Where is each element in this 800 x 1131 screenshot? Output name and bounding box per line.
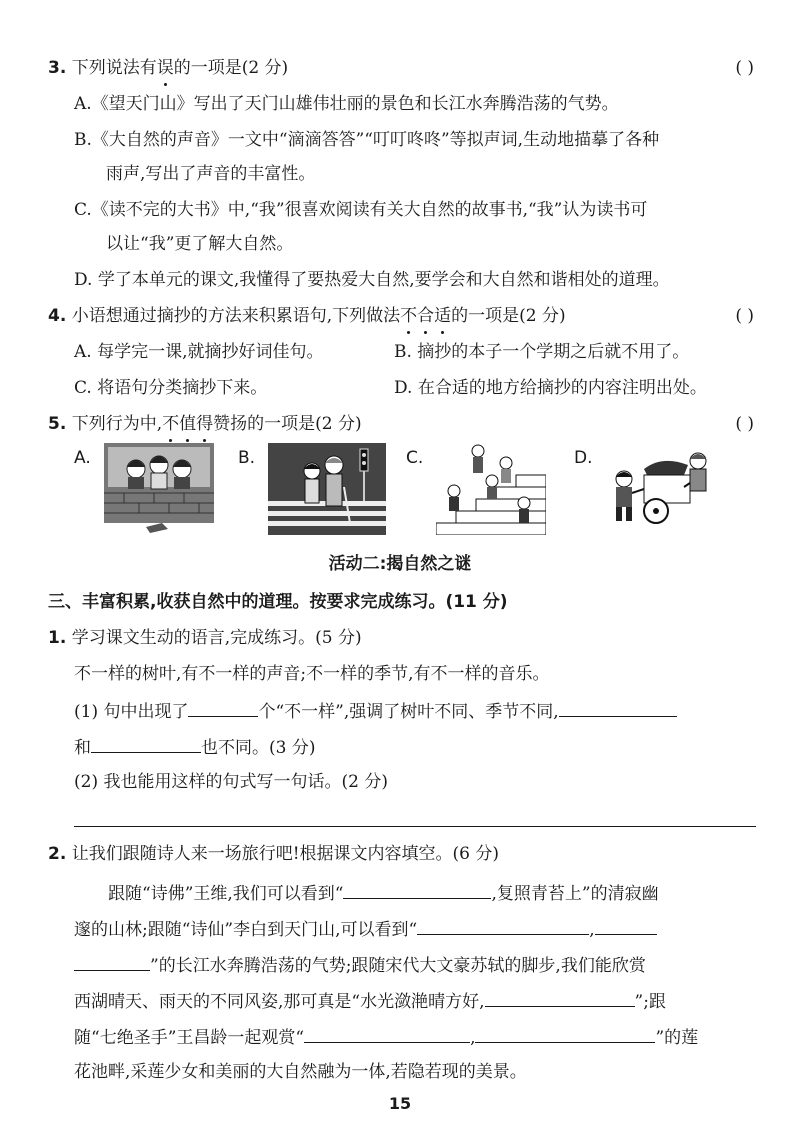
answer-blank[interactable] xyxy=(188,698,258,717)
answer-blank[interactable] xyxy=(343,880,491,899)
s3-q1-number: 1. xyxy=(48,628,67,648)
q4-answer-paren[interactable]: ( ) xyxy=(735,306,754,326)
s3-q1-part2: (2) 我也能用这样的句式写一句话。(2 分) xyxy=(74,772,388,792)
s3-q2-line4: 西湖晴天、雨天的不同风姿,那可真是“水光潋滟晴方好, ”;跟 xyxy=(74,988,666,1014)
q3-option-d: D. 学了本单元的课文,我懂得了要热爱大自然,要学会和大自然和谐相处的道理。 xyxy=(74,270,670,290)
s3-q1-sentence: 不一样的树叶,有不一样的声音;不一样的季节,有不一样的音乐。 xyxy=(74,664,550,684)
q4-option-d: D. 在合适的地方给摘抄的内容注明出处。 xyxy=(394,378,707,398)
q4-option-b: B. 摘抄的本子一个学期之后就不用了。 xyxy=(394,342,690,362)
q4-number: 4. xyxy=(48,306,67,326)
s3-q2-line5: 随“七绝圣手”王昌龄一起观赏“ , ”的莲 xyxy=(74,1024,698,1050)
emphasis-dot: 误 xyxy=(156,58,174,78)
page-number: 15 xyxy=(388,1094,412,1113)
q3-option-a: A.《望天门山》写出了天门山雄伟壮丽的景色和长江水奔腾浩荡的气势。 xyxy=(74,94,619,114)
q5-stem: 5. 下列行为中,不值得赞扬的一项是(2 分) xyxy=(48,414,362,434)
q3-stem: 3. 下列说法有误的一项是(2 分) xyxy=(48,58,289,78)
picture-d-pushing-cart[interactable] xyxy=(604,443,712,535)
picture-b-crosswalk[interactable] xyxy=(268,443,386,535)
s3-q2-stem: 2. 让我们跟随诗人来一场旅行吧!根据课文内容填空。(6 分) xyxy=(48,844,500,864)
s3-q2-line3: ”的长江水奔腾浩荡的气势;跟随宋代大文豪苏轼的脚步,我们能欣赏 xyxy=(74,952,646,978)
q3-option-b: B.《大自然的声音》一文中“滴滴答答”“叮叮咚咚”等拟声词,生动地描摹了各种 xyxy=(74,130,660,150)
s3-q2-line1: 跟随“诗佛”王维,我们可以看到“ ,复照青苔上”的清寂幽 xyxy=(108,880,659,906)
q3-option-b-cont: 雨声,写出了声音的丰富性。 xyxy=(106,164,316,184)
q5-number: 5. xyxy=(48,414,67,434)
answer-blank[interactable] xyxy=(74,952,150,971)
q3-option-c-cont: 以让“我”更了解大自然。 xyxy=(106,234,294,254)
answer-blank[interactable] xyxy=(485,988,635,1007)
s3-q1-part1: (1) 句中出现了 个“不一样”,强调了树叶不同、季节不同, xyxy=(74,698,677,724)
q5-label-b: B. xyxy=(238,448,256,468)
s3-q1-part1-cont: 和 也不同。(3 分) xyxy=(74,734,315,760)
answer-blank[interactable] xyxy=(91,734,201,753)
answer-blank[interactable] xyxy=(417,916,589,935)
s3-q1-stem: 1. 学习课文生动的语言,完成练习。(5 分) xyxy=(48,628,362,648)
q3-number: 3. xyxy=(48,58,67,78)
q3-option-c: C.《读不完的大书》中,“我”很喜欢阅读有关大自然的故事书,“我”认为读书可 xyxy=(74,200,648,220)
answer-blank[interactable] xyxy=(475,1024,655,1043)
writing-line[interactable] xyxy=(74,826,756,827)
q4-stem: 4. 小语想通过摘抄的方法来积累语句,下列做法不合适的一项是(2 分) xyxy=(48,306,566,326)
picture-c-stairs[interactable] xyxy=(436,443,546,535)
activity-title: 活动二:揭自然之谜 xyxy=(328,554,472,574)
picture-a-kids-at-wall[interactable] xyxy=(104,443,214,535)
answer-blank[interactable] xyxy=(595,916,657,935)
q4-option-c: C. 将语句分类摘抄下来。 xyxy=(74,378,268,398)
q5-answer-paren[interactable]: ( ) xyxy=(735,414,754,434)
q5-label-c: C. xyxy=(406,448,424,468)
s3-q2-line2: 邃的山林;跟随“诗仙”李白到天门山,可以看到“ , xyxy=(74,916,657,942)
section-3-title: 三、丰富积累,收获自然中的道理。按要求完成练习。(11 分) xyxy=(48,592,508,612)
q3-answer-paren[interactable]: ( ) xyxy=(735,58,754,78)
q5-label-a: A. xyxy=(74,448,91,468)
q5-label-d: D. xyxy=(574,448,593,468)
answer-blank[interactable] xyxy=(304,1024,470,1043)
s3-q2-line6: 花池畔,采莲少女和美丽的大自然融为一体,若隐若现的美景。 xyxy=(74,1062,527,1082)
answer-blank[interactable] xyxy=(559,698,677,717)
q4-option-a: A. 每学完一课,就摘抄好词佳句。 xyxy=(74,342,324,362)
s3-q2-number: 2. xyxy=(48,844,67,864)
